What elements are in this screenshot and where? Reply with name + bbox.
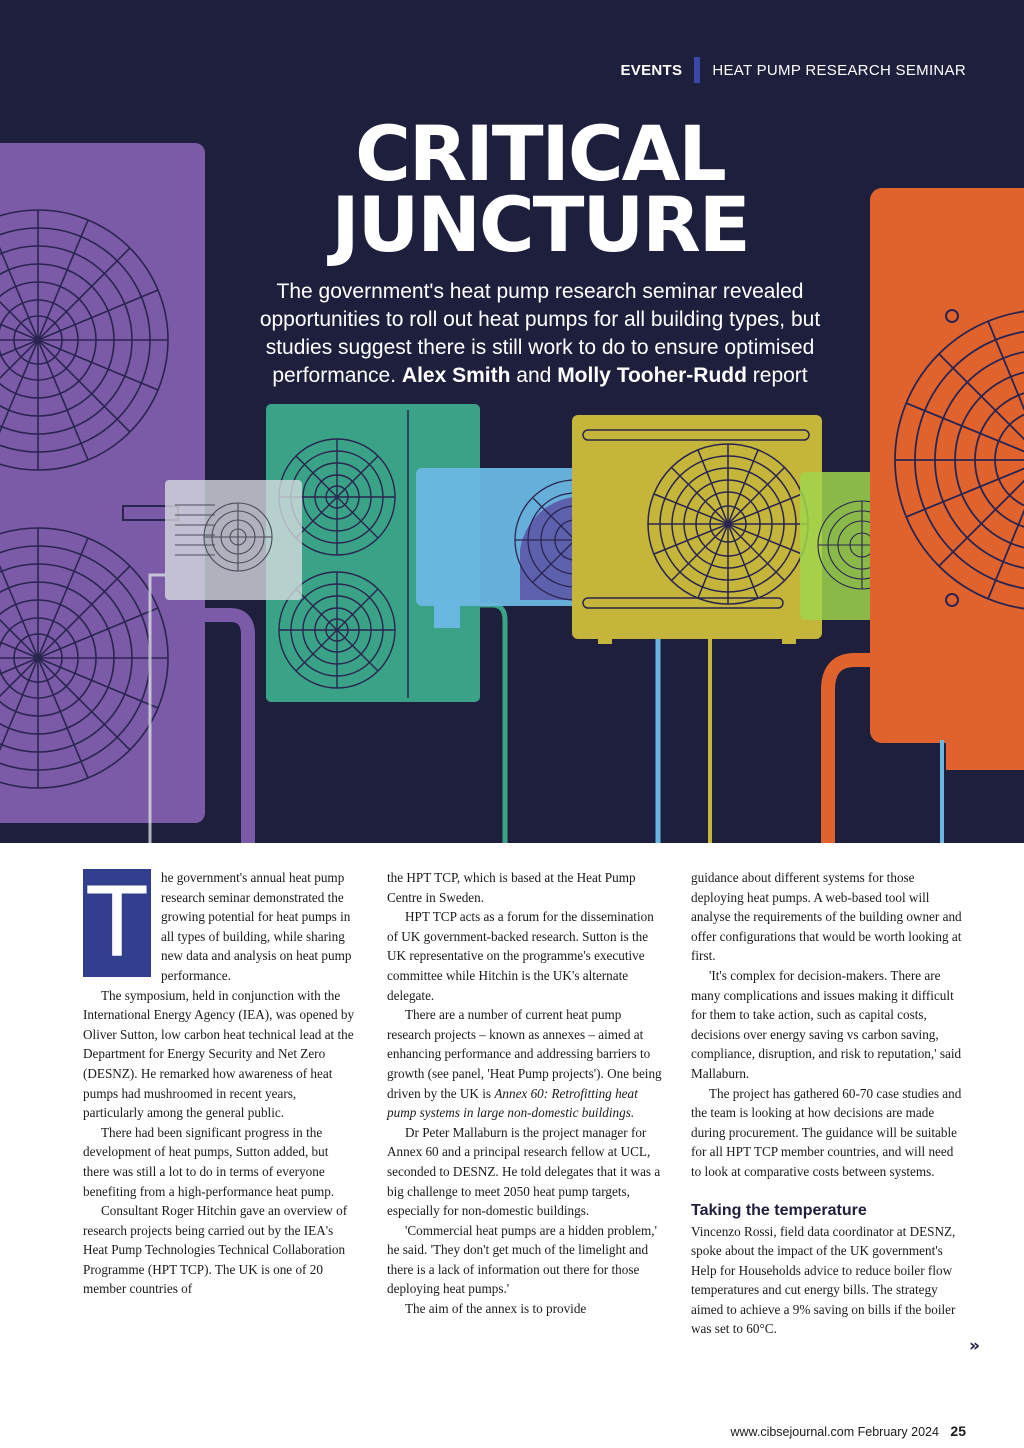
drop-cap: T [83, 869, 151, 977]
paragraph: 'Commercial heat pumps are a hidden problem,' he said. 'They don't get much of the limelight and there is a lack of information out there for those deploying heat pumps.' [387, 1222, 657, 1297]
paragraph: Dr Peter Mallaburn is the project manager for Annex 60 and a principal research fellow at UCL, seconded to DESNZ. He told delegates that it was a big challenge to meet 2050 heat pump targets, especially for non-domestic buildings. [387, 1124, 661, 1219]
column-2 [387, 868, 662, 1319]
footer-date: February 2024 [857, 1425, 939, 1439]
section-divider [694, 57, 700, 83]
footer-site: www.cibsejournal.com [730, 1425, 855, 1439]
section-tag [620, 57, 966, 83]
standfirst-report: report [752, 364, 808, 387]
author-1: Alex Smith [401, 364, 511, 387]
paragraph: The symposium, held in conjunction with the International Energy Agency (IEA), was opened by Oliver Sutton, low carbon heat technical lead at the Department for Energy Security and Net Zero (DESNZ). He remarked how awareness of heat pumps had mushroomed in recent years, particularly among the general public. [83, 987, 355, 1121]
paragraph: The project has gathered 60-70 case studies and the team is looking at how decisions are made during procurement. The guidance will be suitable for all HPT TCP member countries, and will need to look at comparative costs between systems. [691, 1085, 962, 1179]
paragraph [387, 1005, 662, 1123]
yellow-heat-pump [572, 415, 822, 843]
author-2: Molly Tooher-Rudd [557, 364, 747, 387]
paragraph: 'It's complex for decision-makers. There are many complications and issues making it difficult for them to take action, such as capital costs, decisions over energy saving vs carbon saving, compliance, disruption, and risk to reputation,' said Mallaburn. [691, 967, 962, 1081]
paragraph: The aim of the annex is to provide [405, 1301, 587, 1317]
page-footer [730, 1423, 966, 1439]
paragraph: There had been significant progress in the development of heat pumps, Sutton added, but there was still a lot to do in terms of everyone benefiting from a high-performance heat pump. [83, 1124, 335, 1199]
page-number: 25 [950, 1423, 966, 1439]
standfirst [225, 278, 855, 390]
continue-arrow-icon: » [969, 1336, 980, 1356]
standfirst-and: and [516, 364, 552, 387]
article-body [0, 843, 1024, 1363]
annex-title: Annex 60: Retrofitting heat pump systems in large non-domestic buildings. [387, 1085, 638, 1121]
subheading: Taking the temperature [691, 1201, 867, 1219]
paragraph: he government's annual heat pump research seminar demonstrated the growing potential for heat pumps in all types of building, while sharing new data and analysis on heat pump performance. [161, 870, 352, 983]
paragraph: Vincenzo Rossi, field data coordinator at DESNZ, spoke about the impact of the UK government's Help for Households advice to reduce boiler flow temperatures and cut energy bills. The strategy aimed to achieve a 9% saving on bills if the boiler was set to 60°C. [691, 1223, 956, 1337]
section-label: EVENTS [620, 61, 683, 79]
paragraph-text: There are a number of current heat pump research projects – known as annexes – aimed at enhancing performance and addressing barriers to growth (see panel, 'Heat Pump projects'). One being driven by the UK is [387, 1007, 662, 1101]
headline [0, 109, 1024, 269]
column-3 [691, 868, 966, 1339]
paragraph: Consultant Roger Hitchin gave an overview of research projects being carried out by the IEA's Heat Pump Technologies Technical Collaboration Programme (HPT TCP). The UK is one of 20 member countries of [83, 1203, 348, 1297]
paragraph: guidance about different systems for those deploying heat pumps. A web-based tool will analyse the requirements of the building owner and offer configurations that would be worth looking at first. [691, 870, 962, 964]
column-1 [83, 868, 358, 1299]
headline-line-1: CRITICAL [355, 109, 725, 198]
topic-label: HEAT PUMP RESEARCH SEMINAR [712, 61, 966, 79]
paragraph: the HPT TCP, which is based at the Heat Pump Centre in Sweden. [387, 870, 636, 905]
paragraph: HPT TCP acts as a forum for the dissemination of UK government-backed research. Sutton is the UK representative on the programme's executive committee while Hitchin is the UK's alternate delegate. [387, 909, 654, 1003]
standfirst-text: The government's heat pump research seminar revealed opportunities to roll out heat pumps for all building types, but studies suggest there is still work to do to ensure optimised performance. [259, 280, 821, 387]
headline-line-2: JUNCTURE [331, 180, 749, 269]
